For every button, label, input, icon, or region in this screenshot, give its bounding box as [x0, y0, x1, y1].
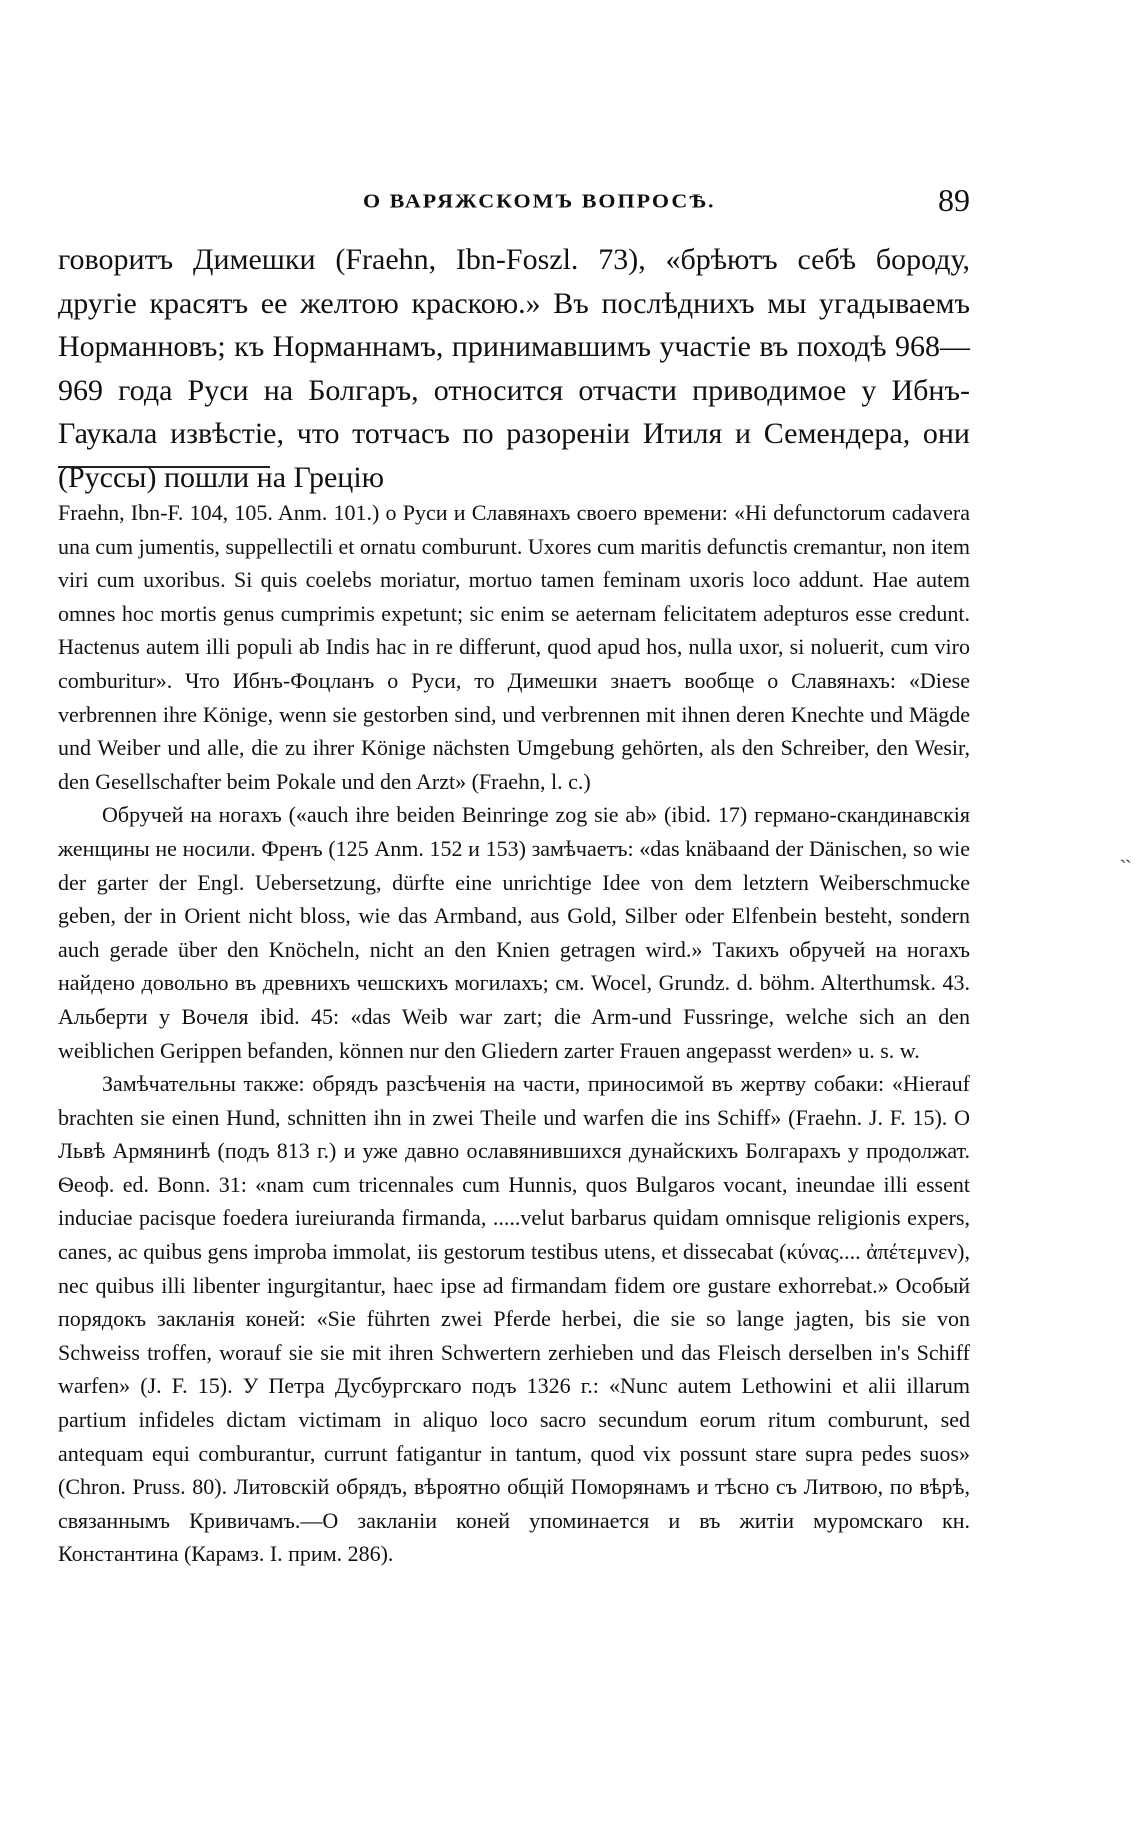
footnote-separator — [58, 466, 270, 468]
main-paragraph: говоритъ Димешки (Fraehn, Ibn-Foszl. 73), «брѣютъ себѣ бороду, другіе красятъ ее желтою краскою.» Въ послѣднихъ мы угадываемъ Норманновъ; къ Норманнамъ, принимавшимъ участіе въ походѣ 968—969 года Руси на Болгаръ, относится отчасти приводимое у Ибнъ-Гаукала извѣстіе, что тотчасъ по разореніи Итиля и Семендера, они (Руссы) пошли на Грецію — [58, 243, 970, 494]
page-header — [58, 182, 970, 222]
footnotes — [58, 496, 970, 1571]
footnote-continuation: Fraehn, Ibn-F. 104, 105. Anm. 101.) о Руси и Славянахъ своего времени: «Hi defunctorum cadavera una cum jumentis, suppellectili et ornatu comburunt. Uxores cum maritis defunctis cremantur, non item viri cum uxoribus. Si quis coelebs moriatur, mortuo tamen feminam uxoris loco addunt. Hae autem omnes hoc mortis genus cumprimis expetunt; sic enim se aeternam felicitatem adepturos esse credunt. Hactenus autem illi populi ab Indis hac in re differunt, quod apud hos, nulla uxor, si noluerit, cum viro comburitur». Что Ибнъ-Фоцланъ о Руси, то Димешки знаетъ вообще о Славянахъ: «Diese verbrennen ihre Könige, wenn sie gestorben sind, und verbrennen mit ihnen deren Knechte und Mägde und Weiber und alle, die zu ihrer Könige nächsten Umgebung gehörten, als den Schreiber, den Wesir, den Gesellschafter beim Pokale und den Arzt» (Fraehn, l. c.) — [58, 500, 970, 794]
footnote-paragraph: Замѣчательны также: обрядъ разсѣченія на части, приносимой въ жертву собаки: «Hierauf brachten sie einen Hund, schnitten ihn in zwei Theile und warfen die ins Schiff» (Fraehn. J. F. 15). О Львѣ Армянинѣ (подъ 813 г.) и уже давно ославянившихся дунайскихъ Болгарахъ у продолжат. Ѳеоф. ed. Bonn. 31: «nam cum tricennales cum Hunnis, quos Bulgaros vocant, ineundae illi essent induciae pacisque foedera iureiuranda firmanda, .....velut barbarus quidam omnisque religionis expers, canes, ac quibus gens improba immolat, iis gestorum testibus utens, et dissecabat (κύνας.... ἀπέτεμνεν), nec quibus illi libenter ingurgitantur, haec ipse ad firmandam fidem ore gustare exhorrebat.» Особый порядокъ закланія коней: «Sie führten zwei Pferde herbei, die sie so lange jagten, bis sie von Schweiss troffen, worauf sie sie mit ihren Schwertern zerhieben und das Fleisch derselben in's Schiff warfen» (J. F. 15). У Петра Дусбургскаго подъ 1326 г.: «Nunc autem Lethowini et alii illarum partium infideles dictam victimam in aliquo loco sacro secundum eorum ritum comburunt, sed antequam equi comburantur, currunt fatigantur in tantum, quod vix possunt stare supra pedes suos» (Chron. Pruss. 80). Литовскій обрядъ, вѣроятно общій Поморянамъ и тѣсно съ Литвою, по вѣрѣ, связаннымъ Кривичамъ.—О закланіи коней упоминается и въ житіи муромскаго кн. Константина (Карамз. I. прим. 286). — [58, 1071, 970, 1567]
page-number: 89 — [938, 182, 970, 218]
footnote-paragraph: Обручей на ногахъ («auch ihre beiden Beinringe zog sie ab» (ibid. 17) германо-скандинавскія женщины не носили. Френъ (125 Anm. 152 и 153) замѣчаетъ: «das knäbaand der Dänischen, so wie der garter der Engl. Uebersetzung, dürfte eine unrichtige Idee von dem letztern Weiberschmucke geben, der in Orient nicht bloss, wie das Armband, aus Gold, Silber oder Elfenbein besteht, sondern auch gerade über den Knöcheln, nicht an den Knien getragen wird.» Такихъ обручей на ногахъ найдено довольно въ древнихъ чешскихъ могилахъ; см. Wocel, Grundz. d. böhm. Alterthumsk. 43. Альберти у Вочеля ibid. 45: «das Weib war zart; die Arm-und Fussringe, welche sich an den weiblichen Gerippen befanden, können nur den Gliedern zarter Frauen angepasst werden» u. s. w. — [58, 802, 970, 1063]
margin-mark: ˏˏ — [1119, 838, 1130, 863]
running-head: О ВАРЯЖСКОМЪ ВОПРОСѢ. — [363, 189, 716, 212]
main-text — [58, 238, 970, 499]
